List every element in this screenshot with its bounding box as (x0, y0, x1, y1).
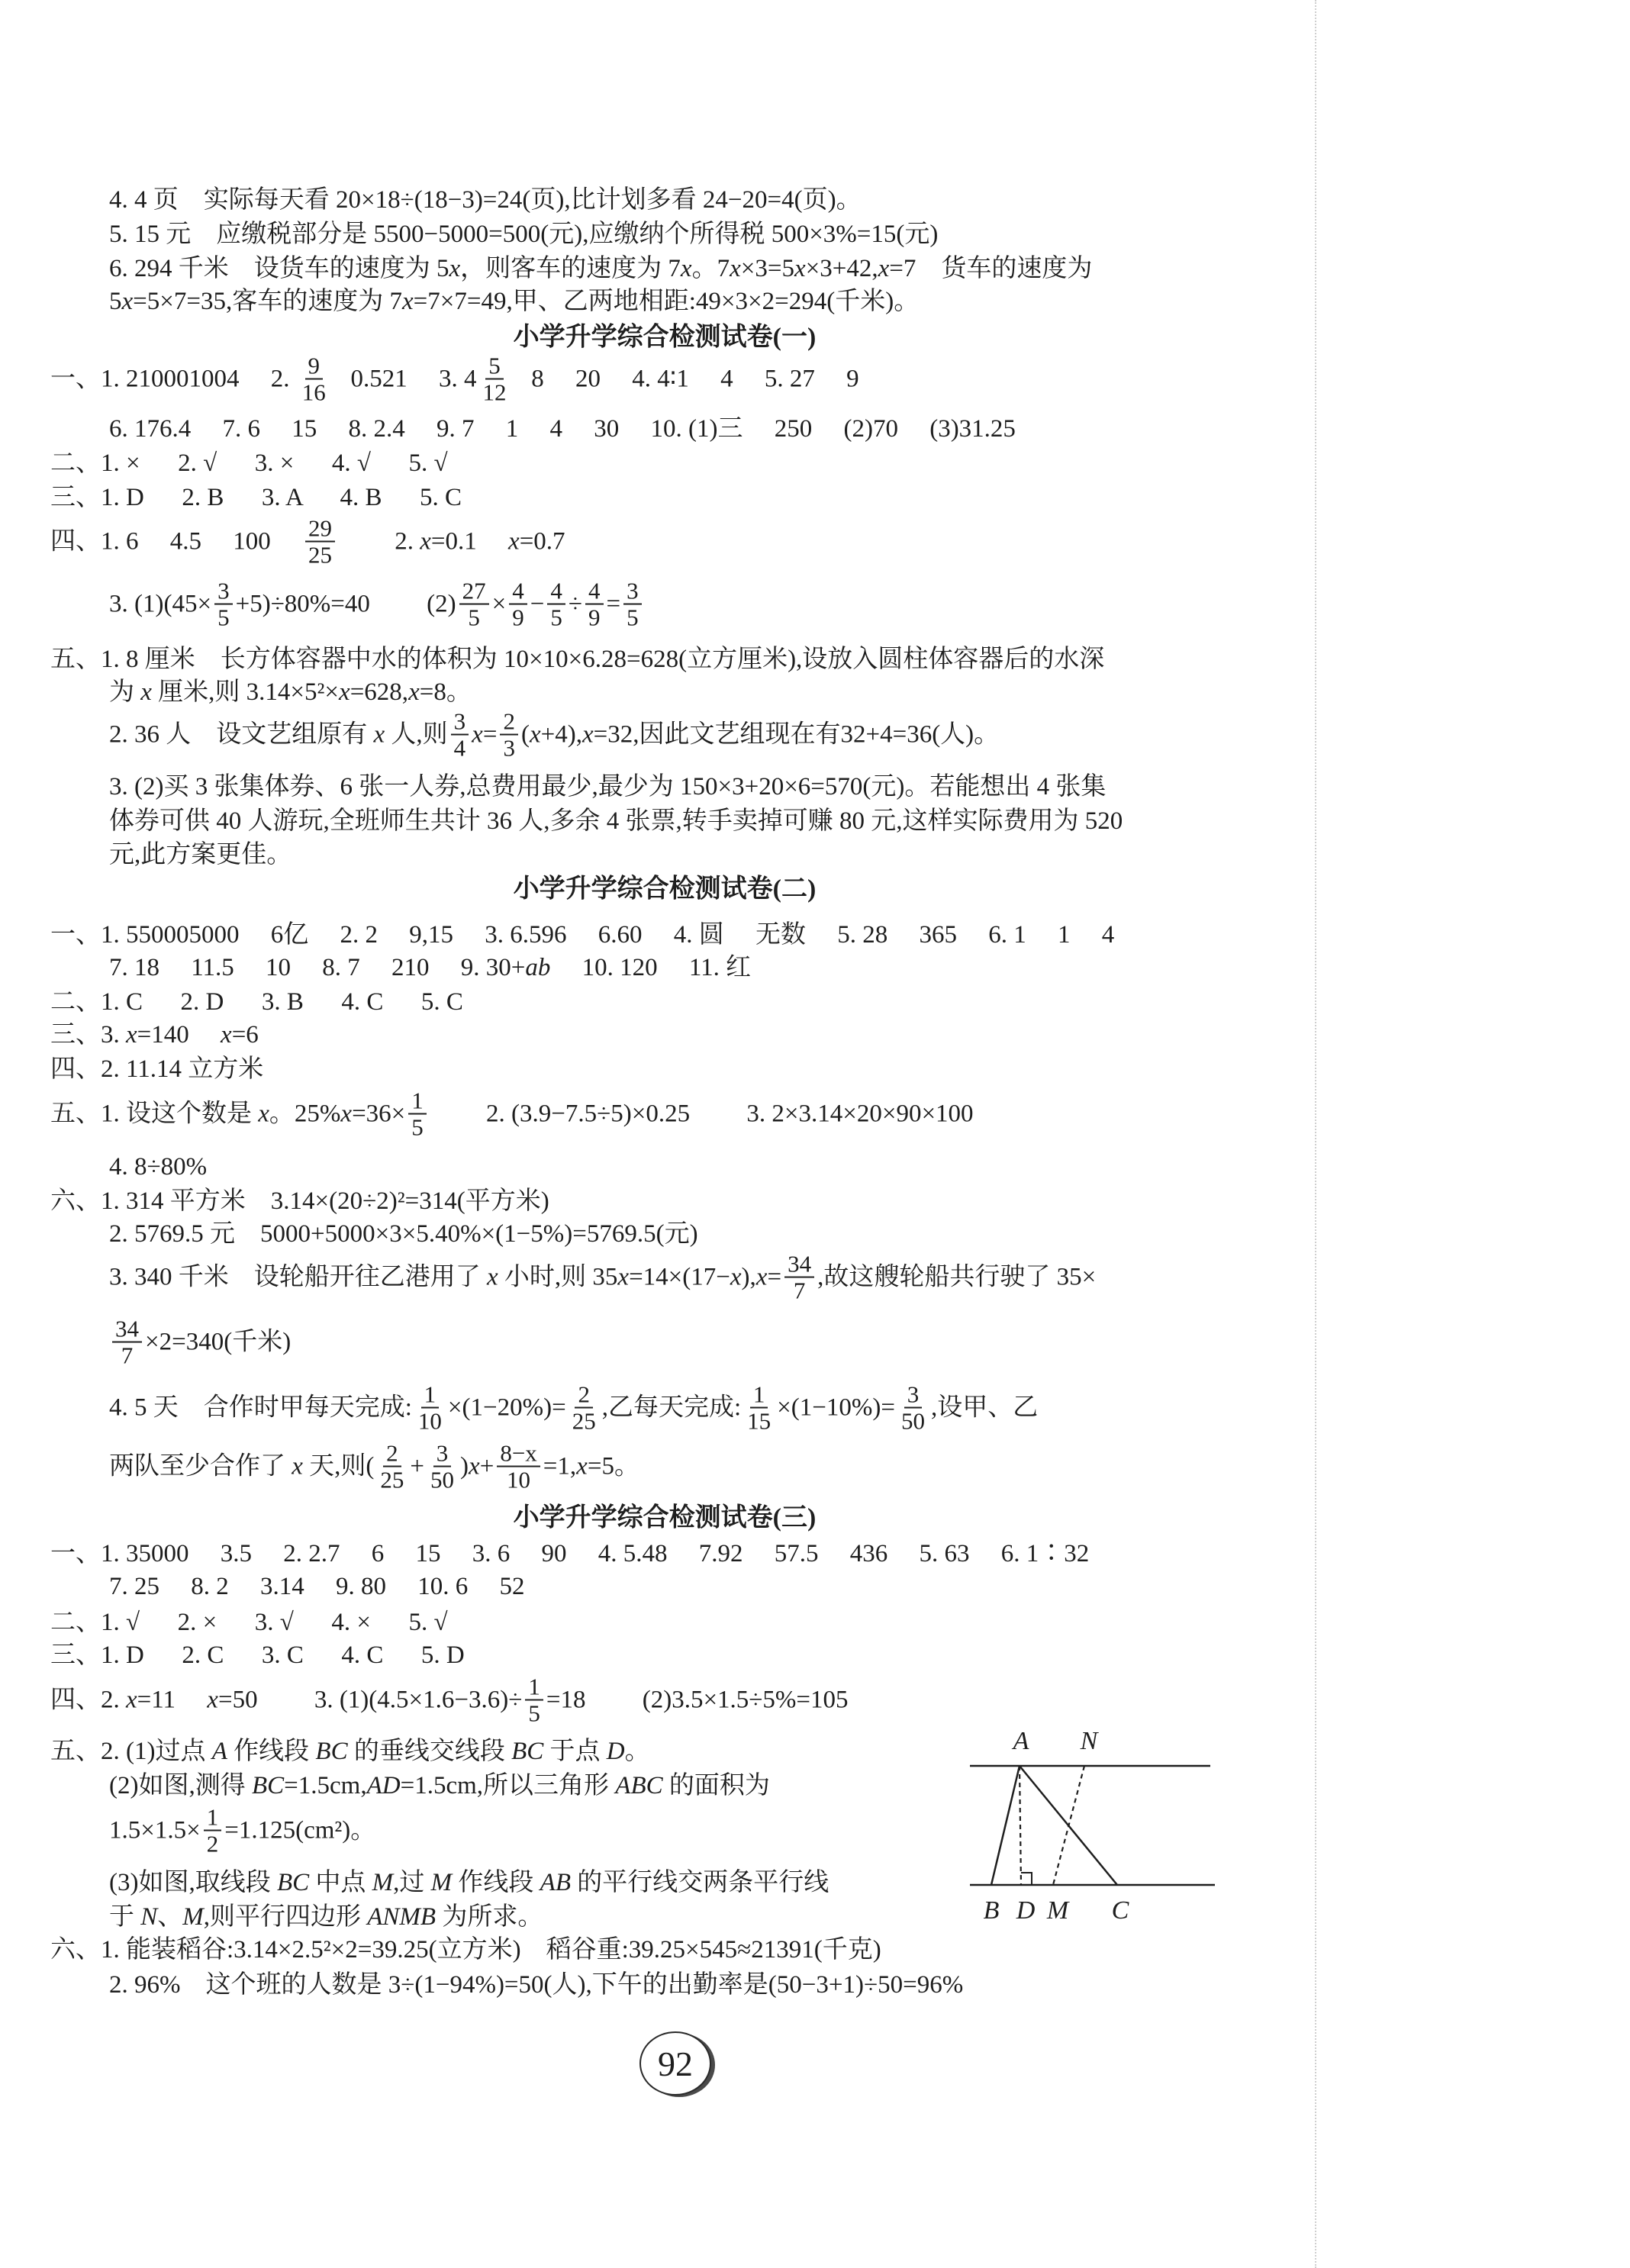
fraction-numerator: 1 (204, 1805, 222, 1831)
fraction-denominator: 16 (301, 379, 326, 406)
answer-line (50, 1539, 1089, 1570)
text-run: =1.5cm,所以三角形 (400, 1772, 616, 1800)
math-variable: x (472, 720, 483, 749)
text-run: 一、1. 550005000 6亿 2. 2 9,15 3. 6.596 6.60 4. 圆 无数 5. 28 365 6. 1 1 4 (50, 921, 1115, 949)
answer-line (109, 578, 645, 631)
text-run: (3)如图,取线段 (109, 1869, 277, 1897)
text-run: 4. 5 天 合作时甲每天完成: (109, 1393, 412, 1422)
geometry-diagram (960, 1726, 1219, 1932)
fraction-denominator: 5 (550, 604, 562, 631)
text-run: ,故这艘轮船共行驶了 35× (817, 1263, 1097, 1291)
text-run: =1, (543, 1452, 577, 1480)
text-run: 的平行线交两条平行线 (570, 1869, 829, 1897)
fraction-numerator: 1 (408, 1088, 427, 1115)
text-run: 五、2. (1)过点 (50, 1738, 212, 1766)
text-run: 5. 15 元 应缴税部分是 5500−5000=500(元),应缴纳个所得税 500×3%=15(元) (109, 221, 939, 249)
fraction-numerator: 5 (485, 353, 504, 380)
fraction-numerator: 34 (784, 1252, 814, 1278)
math-variable: x (449, 255, 461, 283)
answer-line (50, 1674, 849, 1727)
text-run: =36× (352, 1100, 406, 1128)
math-variable: x (408, 678, 420, 707)
fraction-numerator: 1 (750, 1382, 768, 1409)
math-variable: x (420, 527, 431, 556)
fraction-denominator: 2 (206, 1831, 219, 1857)
text-run: 一、1. 35000 3.5 2. 2.7 6 15 3. 6 90 4. 5.48 7.92 57.5 436 5. 63 6. 1∶32 (50, 1540, 1090, 1568)
text-run: 三、3. (50, 1021, 126, 1049)
fraction-denominator: 4 (453, 735, 466, 762)
segment-ab (991, 1766, 1020, 1885)
math-variable: x (373, 720, 385, 749)
answer-line (109, 1868, 829, 1899)
text-run: =140 (137, 1021, 221, 1049)
page-number: 92 (658, 2044, 693, 2083)
math-variable: x (402, 288, 414, 316)
math-variable: x (126, 1686, 137, 1714)
answer-line (109, 1805, 375, 1857)
text-run: =6 (231, 1021, 259, 1049)
fraction (427, 1441, 457, 1493)
math-variable: ABC (615, 1772, 663, 1800)
math-variable: x (581, 720, 594, 749)
fraction-denominator: 25 (308, 542, 332, 569)
fraction-numerator: 2 (383, 1441, 401, 1467)
fraction-numerator: 3 (623, 578, 642, 605)
fraction-numerator: 4 (547, 578, 565, 605)
text-run: ,乙每天完成: (601, 1393, 742, 1422)
text-run: =0.7 (519, 527, 565, 556)
text-run: 6. 176.4 7. 6 15 8. 2.4 9. 7 1 4 30 10. (1)三 250 (2)70 (3)31.25 (109, 415, 1016, 443)
text-run: 四、2. 11.14 立方米 (50, 1055, 264, 1084)
answer-line (109, 414, 1016, 445)
text-run: (2)如图,测得 (109, 1772, 252, 1800)
fraction-denominator: 15 (747, 1408, 772, 1435)
fraction-denominator: 10 (417, 1408, 442, 1435)
answer-line (50, 987, 463, 1018)
answer-line (109, 185, 862, 216)
section-title: 小学升学综合检测试卷(二) (513, 875, 817, 904)
right-angle-mark (1021, 1873, 1032, 1885)
answer-line (109, 220, 938, 250)
answer-line (50, 1641, 465, 1671)
fraction-numerator: 2 (575, 1382, 593, 1409)
text-run: 两队至少合作了 (109, 1452, 292, 1480)
math-variable: BC (276, 1869, 310, 1897)
segment-ad-dashed (1020, 1766, 1021, 1885)
math-variable: x (292, 1452, 303, 1480)
label-m: M (1046, 1896, 1069, 1925)
fraction (377, 1441, 407, 1493)
fraction-denominator: 3 (503, 735, 515, 762)
fraction-denominator: 7 (793, 1277, 806, 1304)
fraction (459, 578, 489, 631)
text-run: 人,则 (385, 720, 448, 749)
text-run: 五、1. 8 厘米 长方体容器中水的体积为 10×10×6.28=628(立方厘米),设放入圆柱体容器后的水深 (50, 646, 1105, 674)
answer-line (50, 645, 1104, 675)
text-run: 一、1. 210001004 2. (50, 365, 296, 393)
math-variable: x (258, 1100, 269, 1128)
text-run: =50 3. (1)(4.5×1.6−3.6)÷ (217, 1686, 523, 1714)
text-run: ×(1−20%)= (447, 1393, 566, 1422)
fraction-numerator: 27 (459, 578, 489, 605)
fraction (585, 578, 604, 631)
fraction-denominator: 5 (528, 1700, 540, 1727)
text-run: 5 (109, 288, 122, 316)
fraction-numerator: 3 (451, 709, 469, 736)
math-variable: D (606, 1738, 625, 1766)
fraction-numerator: 34 (112, 1316, 142, 1343)
fraction-numerator: 4 (585, 578, 604, 605)
text-run: =7×7=49,甲、乙两地相距:49×3×2=294(千米)。 (413, 288, 920, 316)
text-run: 二、1. × 2. √ 3. × 4. √ 5. √ (50, 449, 448, 478)
text-run: 2. (338, 527, 420, 556)
text-run: ×2=340(千米) (145, 1328, 292, 1356)
label-a: A (1013, 1727, 1029, 1755)
math-variable: ANMB (367, 1903, 436, 1931)
fraction-denominator: 12 (482, 379, 507, 406)
text-run: 2. (3.9−7.5÷5)×0.25 3. 2×3.14×20×90×100 (429, 1100, 974, 1128)
text-run: ,设甲、乙 (930, 1393, 1039, 1422)
fraction-numerator: 2 (500, 709, 518, 736)
math-variable: x (576, 1452, 588, 1480)
label-n: N (1080, 1727, 1098, 1755)
text-run: 中点 (309, 1869, 372, 1897)
fraction (500, 709, 518, 762)
text-run: 4. 4 页 实际每天看 20×18÷(18−3)=24(页),比计划多看 24−20=4(页)。 (109, 186, 862, 214)
fraction (623, 578, 642, 631)
math-variable: x (755, 1263, 768, 1291)
math-variable: x (487, 1263, 498, 1291)
fraction-numerator: 4 (509, 578, 527, 605)
text-run: + (479, 1452, 494, 1480)
fraction-numerator: 1 (525, 1674, 543, 1701)
page-number-badge (639, 2031, 711, 2096)
text-run: ) (460, 1452, 469, 1480)
fraction (525, 1674, 543, 1727)
text-run: ×3=5 (740, 255, 794, 283)
math-variable: x (469, 1452, 480, 1480)
answer-line (50, 1608, 448, 1638)
fraction-numerator: 3 (904, 1382, 923, 1409)
margin-fold-line (1315, 0, 1316, 2268)
answer-line (50, 920, 1114, 951)
fraction-denominator: 25 (380, 1467, 404, 1493)
answer-line (50, 1737, 650, 1767)
text-run: 作线段 (452, 1869, 540, 1897)
section-title: 小学升学综合检测试卷(三) (513, 1503, 817, 1532)
fraction (569, 1382, 599, 1435)
text-run: =628, (350, 678, 409, 707)
text-run: 2. 96% 这个班的人数是 3÷(1−94%)=50(人),下午的出勤率是(50−3+1)÷50=96% (109, 1971, 964, 1999)
fraction (451, 709, 469, 762)
answer-line (50, 1055, 263, 1085)
text-run: =32,因此文艺组现在有32+4=36(人)。 (593, 720, 1000, 749)
math-variable: BC (251, 1772, 285, 1800)
fraction (547, 578, 565, 631)
math-variable: AB (540, 1869, 571, 1897)
fraction-numerator: 3 (433, 1441, 452, 1467)
text-run: = (482, 720, 498, 749)
answer-line (109, 1572, 525, 1603)
math-variable: x (340, 1100, 353, 1128)
fraction (299, 353, 329, 406)
text-run: 6. 294 千米 设货车的速度为 5 (109, 255, 449, 283)
text-run: 4. 8÷80% (109, 1153, 208, 1181)
math-variable: ab (525, 954, 551, 982)
text-run: ，则客车的速度为 7 (460, 255, 681, 283)
answer-line (109, 678, 472, 708)
fraction (305, 516, 335, 569)
text-run: ×(1−10%)= (777, 1393, 895, 1422)
text-run: ,过 (393, 1869, 431, 1897)
answer-line (109, 1970, 963, 2001)
fraction-numerator: 1 (421, 1382, 440, 1409)
text-run: 六、1. 能装稻谷:3.14×2.5²×2=39.25(立方米) 稻谷重:39.25×545≈21391(千克) (50, 1936, 881, 1964)
section-title: 小学升学综合检测试卷(一) (513, 323, 817, 352)
text-run: ×3+42, (805, 255, 878, 283)
fraction-denominator: 50 (430, 1467, 455, 1493)
fraction-numerator: 29 (305, 516, 335, 543)
answer-line (109, 953, 751, 984)
text-run: 10. 120 11. 红 (550, 954, 752, 982)
fraction-denominator: 9 (588, 604, 601, 631)
fraction (408, 1088, 427, 1141)
text-run: =8。 (419, 678, 472, 707)
text-run: 厘米,则 3.14×5²× (151, 678, 340, 707)
label-b: B (983, 1896, 1000, 1925)
text-run: 天,则( (302, 1452, 375, 1480)
segment-nm-dashed (1053, 1766, 1084, 1885)
math-variable: x (207, 1686, 218, 1714)
text-run: 2. 36 人 设文艺组原有 (109, 720, 374, 749)
answer-line (50, 1020, 259, 1051)
answer-line (50, 516, 565, 569)
answer-line (50, 1935, 881, 1966)
text-run: 。 (624, 1738, 650, 1766)
math-variable: x (794, 255, 806, 283)
text-run: = (767, 1263, 782, 1291)
text-run: 小时,则 35 (498, 1263, 618, 1291)
answer-line (50, 1088, 974, 1141)
text-run: = (606, 590, 621, 618)
math-variable: x (126, 1021, 137, 1049)
text-run: 四、1. 6 4.5 100 (50, 527, 302, 556)
math-variable: x (140, 678, 152, 707)
answer-line (50, 483, 462, 514)
fraction (415, 1382, 445, 1435)
math-variable: x (617, 1263, 630, 1291)
answer-line (109, 287, 919, 317)
math-variable: BC (511, 1738, 544, 1766)
text-run: =0.1 (430, 527, 509, 556)
answer-line (109, 772, 1106, 803)
answer-line (109, 1252, 1096, 1304)
math-variable: BC (315, 1738, 348, 1766)
text-run: 3. (2)买 3 张集体券、6 张一人券,总费用最少,最少为 150×3+20×6=570(元)。若能想出 4 张集 (109, 773, 1107, 801)
fraction (744, 1382, 774, 1435)
text-run: 。7 (691, 255, 730, 283)
text-run: 二、1. √ 2. × 3. √ 4. × 5. √ (50, 1609, 448, 1637)
text-run: 于 (109, 1903, 141, 1931)
math-variable: M (182, 1903, 204, 1931)
text-run: 、 (157, 1903, 183, 1931)
text-run: +5)÷80%=40 (2) (235, 590, 456, 618)
answer-line (109, 254, 1092, 285)
text-run: ), (741, 1263, 756, 1291)
answer-line (50, 1187, 549, 1217)
fraction-denominator: 7 (121, 1342, 134, 1369)
math-variable: x (730, 1263, 742, 1291)
text-run: 7. 25 8. 2 3.14 9. 80 10. 6 52 (109, 1573, 525, 1601)
text-run: 3. (1)(45× (109, 590, 212, 618)
fraction (497, 1441, 540, 1493)
text-run: 为 (109, 678, 141, 707)
text-run: 五、1. 设这个数是 (50, 1100, 259, 1128)
fraction-denominator: 5 (468, 604, 480, 631)
math-variable: x (508, 527, 520, 556)
text-run: ,则平行四边形 (203, 1903, 368, 1931)
answer-line (109, 1902, 543, 1933)
text-run: 四、2. (50, 1686, 126, 1714)
text-run: 二、1. C 2. D 3. B 4. C 5. C (50, 988, 463, 1016)
math-variable: x (121, 288, 134, 316)
fraction-numerator: 3 (214, 578, 233, 605)
text-run: 2. 5769.5 元 5000+5000×3×5.40%×(1−5%)=5769.5(元) (109, 1220, 698, 1248)
text-run: 六、1. 314 平方米 3.14×(20÷2)²=314(平方米) (50, 1187, 549, 1216)
text-run: =7 货车的速度为 (889, 255, 1093, 283)
answer-line (109, 1441, 639, 1493)
fraction-numerator: 8−x (497, 1441, 540, 1467)
fraction (214, 578, 233, 631)
answer-line (109, 709, 999, 762)
answer-line (109, 1219, 698, 1250)
text-run: 三、1. D 2. C 3. C 4. C 5. D (50, 1641, 465, 1670)
text-run: =5×7=35,客车的速度为 7 (133, 288, 402, 316)
answer-line (109, 1152, 207, 1183)
fraction (112, 1316, 142, 1369)
math-variable: x (730, 255, 741, 283)
text-run: =18 (2)3.5×1.5÷5%=105 (546, 1686, 849, 1714)
math-variable: N (140, 1903, 158, 1931)
text-run: 元,此方案更佳。 (109, 841, 292, 869)
text-run: =1.125(cm²)。 (224, 1816, 376, 1844)
math-variable: x (339, 678, 350, 707)
text-run: 。25% (269, 1100, 341, 1128)
text-run: 体券可供 40 人游玩,全班师生共计 36 人,多余 4 张票,转手卖掉可赚 80 元,这样实际费用为 520 (109, 807, 1123, 836)
fraction-denominator: 25 (572, 1408, 596, 1435)
answer-line (109, 840, 292, 871)
text-run: 7. 18 11.5 10 8. 7 210 9. 30+ (109, 954, 526, 982)
answer-line (109, 1316, 291, 1369)
math-variable: M (372, 1869, 394, 1897)
fraction (898, 1382, 928, 1435)
text-run: 于点 (543, 1738, 607, 1766)
text-run: + (410, 1452, 425, 1480)
answer-line (109, 1771, 770, 1802)
math-variable: AD (366, 1772, 401, 1800)
math-variable: x (680, 255, 692, 283)
text-run: 的面积为 (662, 1772, 770, 1800)
math-variable: x (221, 1021, 232, 1049)
text-run: =14×(17− (629, 1263, 730, 1291)
text-run: =1.5cm, (284, 1772, 367, 1800)
text-run: × (491, 590, 507, 618)
text-run: 0.521 3. 4 (331, 365, 477, 393)
answer-line (109, 807, 1123, 837)
answer-line (109, 1382, 1038, 1435)
fraction (204, 1805, 222, 1857)
fraction-denominator: 5 (411, 1114, 424, 1141)
label-d: D (1016, 1896, 1036, 1925)
text-run: +4), (540, 720, 582, 749)
math-variable: x (878, 255, 890, 283)
fraction (509, 578, 527, 631)
fraction-denominator: 5 (217, 604, 230, 631)
text-run: 三、1. D 2. B 3. A 4. B 5. C (50, 484, 462, 512)
text-run: 为所求。 (436, 1903, 543, 1931)
fraction-denominator: 9 (512, 604, 524, 631)
answer-line (50, 449, 448, 479)
math-variable: M (430, 1869, 453, 1897)
text-run: =5。 (587, 1452, 639, 1480)
text-run: 3. 340 千米 设轮船开往乙港用了 (109, 1263, 487, 1291)
math-variable: x (529, 720, 541, 749)
answer-line (50, 353, 859, 406)
text-run: ( (520, 720, 530, 749)
fraction-denominator: 5 (627, 604, 639, 631)
text-run: − (530, 590, 545, 618)
fraction (784, 1252, 814, 1304)
math-variable: A (211, 1738, 227, 1766)
text-run: 的垂线交线段 (347, 1738, 512, 1766)
fraction-numerator: 9 (305, 353, 324, 380)
text-run: =11 (137, 1686, 208, 1714)
text-run: ÷ (568, 590, 583, 618)
fraction-denominator: 50 (900, 1408, 925, 1435)
fraction-denominator: 10 (507, 1467, 531, 1493)
fraction (480, 353, 510, 406)
text-run: 作线段 (227, 1738, 316, 1766)
text-run: 1.5×1.5× (109, 1816, 201, 1844)
label-c: C (1111, 1896, 1129, 1925)
text-run: 8 20 4. 4∶1 4 5. 27 9 (512, 365, 859, 393)
